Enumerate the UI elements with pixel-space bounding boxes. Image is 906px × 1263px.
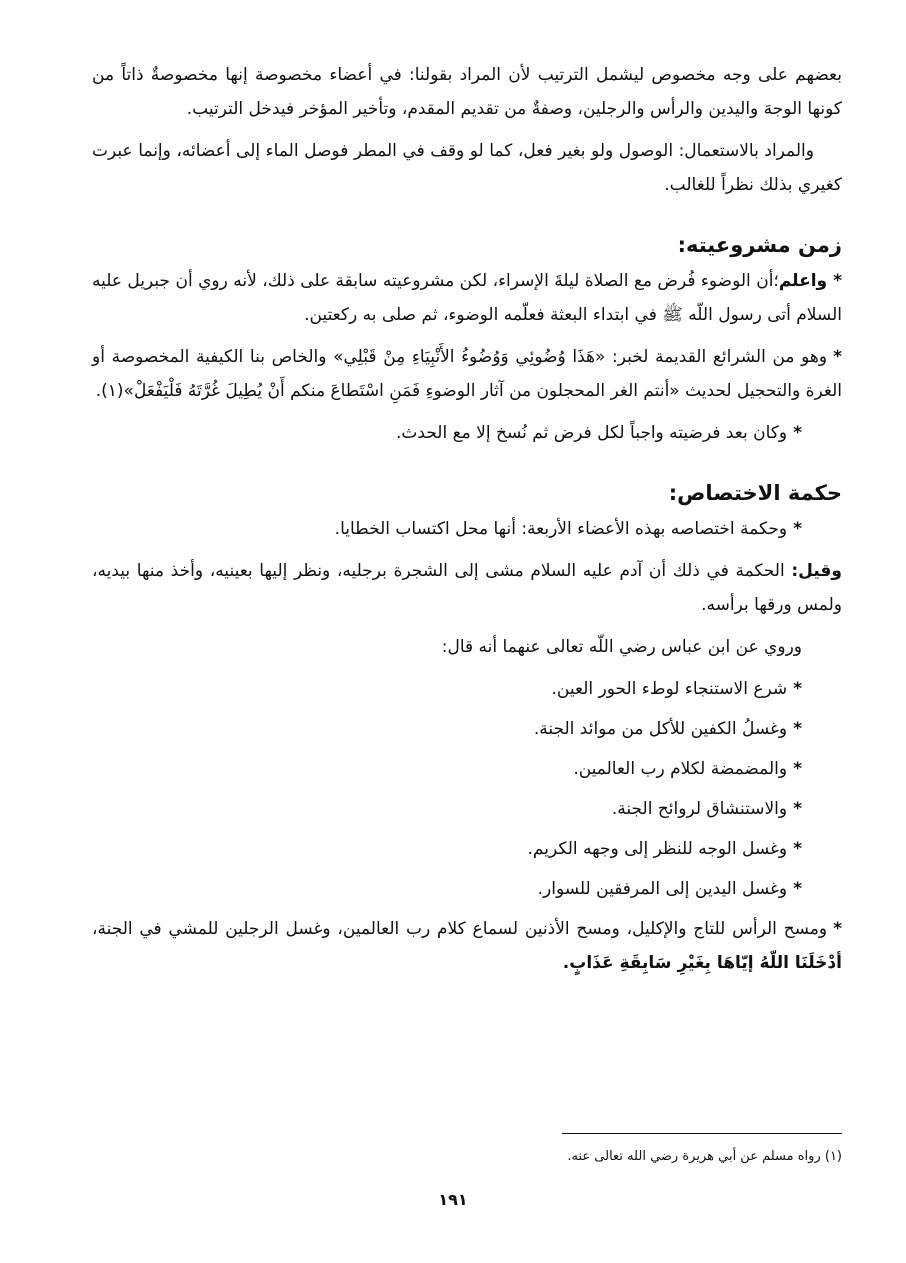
- wisdom-list: [92, 672, 842, 906]
- paragraph-text: ؛أن الوضوء فُرض مع الصلاة ليلةَ الإسراء، لكن مشروعيته سابقة على ذلك، لأنه روي أن جبريل عليه السلام أتى رسول اللّه ﷺ في ابتداء البعثة فعلّمه الوضوء، ثم صلى به ركعتين.: [92, 271, 842, 325]
- bullet-star: *: [793, 519, 802, 539]
- paragraph-text: وحكمة اختصاصه بهذه الأعضاء الأربعة: أنها محل اكتساب الخطايا.: [334, 519, 788, 539]
- section-heading-time: زمن مشروعيته:: [677, 233, 842, 257]
- bullet-star: *: [833, 271, 842, 291]
- list-item: *والمضمضة لكلام رب العالمين.: [573, 759, 802, 779]
- list-item: *وغسل اليدين إلى المرفقين للسوار.: [537, 879, 802, 899]
- list-item: *شرع الاستنجاء لوطء الحور العين.: [551, 679, 802, 699]
- paragraph-ancient-laws: [92, 340, 842, 408]
- paragraph-text: وهو من الشرائع القديمة لخبر: «هَذَا وُضُوئِي وَوُضُوءُ الأَنْبِيَاءِ مِنْ قَبْلِي» والخاص بنا الكيفية المخصوصة أو الغرة والتحجيل لحديث «أنتم الغر المحجلون من آثار الوضوءِ فَمَنِ اسْتَطاعَ منكم أَنْ يُطِيلَ غُرَّتَهُ فَلْيَفْعَلْ»(١).: [92, 347, 842, 401]
- list-item: *وغسلُ الكفين للأكل من موائد الجنة.: [533, 719, 802, 739]
- paragraph-qeel: [92, 554, 842, 622]
- prayer-text: أدْخَلَنَا اللّهُ إيّاهَا بِغَيْرِ سَابِقَةِ عَذَابٍ.: [562, 953, 842, 973]
- bullet-star: *: [833, 919, 842, 939]
- paragraph-text: ومسح الرأس للتاج والإكليل، ومسح الأذنين لسماع كلام رب العالمين، وغسل الرجلين للمشي في الجنة،: [92, 919, 828, 939]
- bullet-star: *: [793, 759, 802, 779]
- paragraph-istimal: والمراد بالاستعمال: الوصول ولو بغير فعل، كما لو وقف في المطر فوصل الماء إلى أعضائه، وإنما عبرت كغيري بذلك نظراً للغالب.: [92, 141, 842, 195]
- bullet-star: *: [793, 719, 802, 739]
- footnote-divider: [562, 1133, 842, 1134]
- paragraph-waalam: [92, 264, 842, 332]
- paragraph-obligation: [92, 416, 842, 450]
- bullet-star: *: [793, 423, 802, 443]
- paragraph-text: وكان بعد فرضيته واجباً لكل فرض ثم نُسخ إلا مع الحدث.: [395, 423, 788, 443]
- paragraph-continuation: بعضهم على وجه مخصوص ليشمل الترتيب لأن المراد بقولنا: في أعضاء مخصوصة إنها مخصوصةٌ ذاتاً من كونها الوجهَ واليدين والرأس والرجلين، وصفةٌ من تقديم المقدم، وتأخير المؤخر فيدخل الترتيب.: [92, 65, 842, 119]
- section-heading-wisdom: حكمة الاختصاص:: [668, 481, 842, 505]
- paragraph-last: [92, 912, 842, 980]
- bullet-star: *: [793, 799, 802, 819]
- paragraph-ibn-abbas: وروي عن ابن عباس رضي اللّه تعالى عنهما أنه قال:: [441, 637, 802, 657]
- bullet-star: *: [793, 879, 802, 899]
- page-number: ١٩١: [438, 1190, 468, 1209]
- bullet-star: *: [833, 347, 842, 367]
- lead-word: وقيل:: [791, 561, 842, 581]
- bullet-star: *: [793, 839, 802, 859]
- lead-word: واعلم: [778, 271, 828, 291]
- paragraph-text: الحكمة في ذلك أن آدم عليه السلام مشى إلى الشجرة برجليه، ونظر إليها بعينيه، وأخذ منها بيديه، ولمس ورقها برأسه.: [92, 561, 842, 615]
- bullet-star: *: [793, 679, 802, 699]
- footnote: (١) رواه مسلم عن أبي هريرة رضي الله تعالى عنه.: [567, 1149, 842, 1164]
- page-body: [92, 58, 842, 988]
- list-item: *وغسل الوجه للنظر إلى وجهه الكريم.: [527, 839, 802, 859]
- paragraph-wisdom: [92, 512, 842, 546]
- list-item: *والاستنشاق لروائح الجنة.: [611, 799, 802, 819]
